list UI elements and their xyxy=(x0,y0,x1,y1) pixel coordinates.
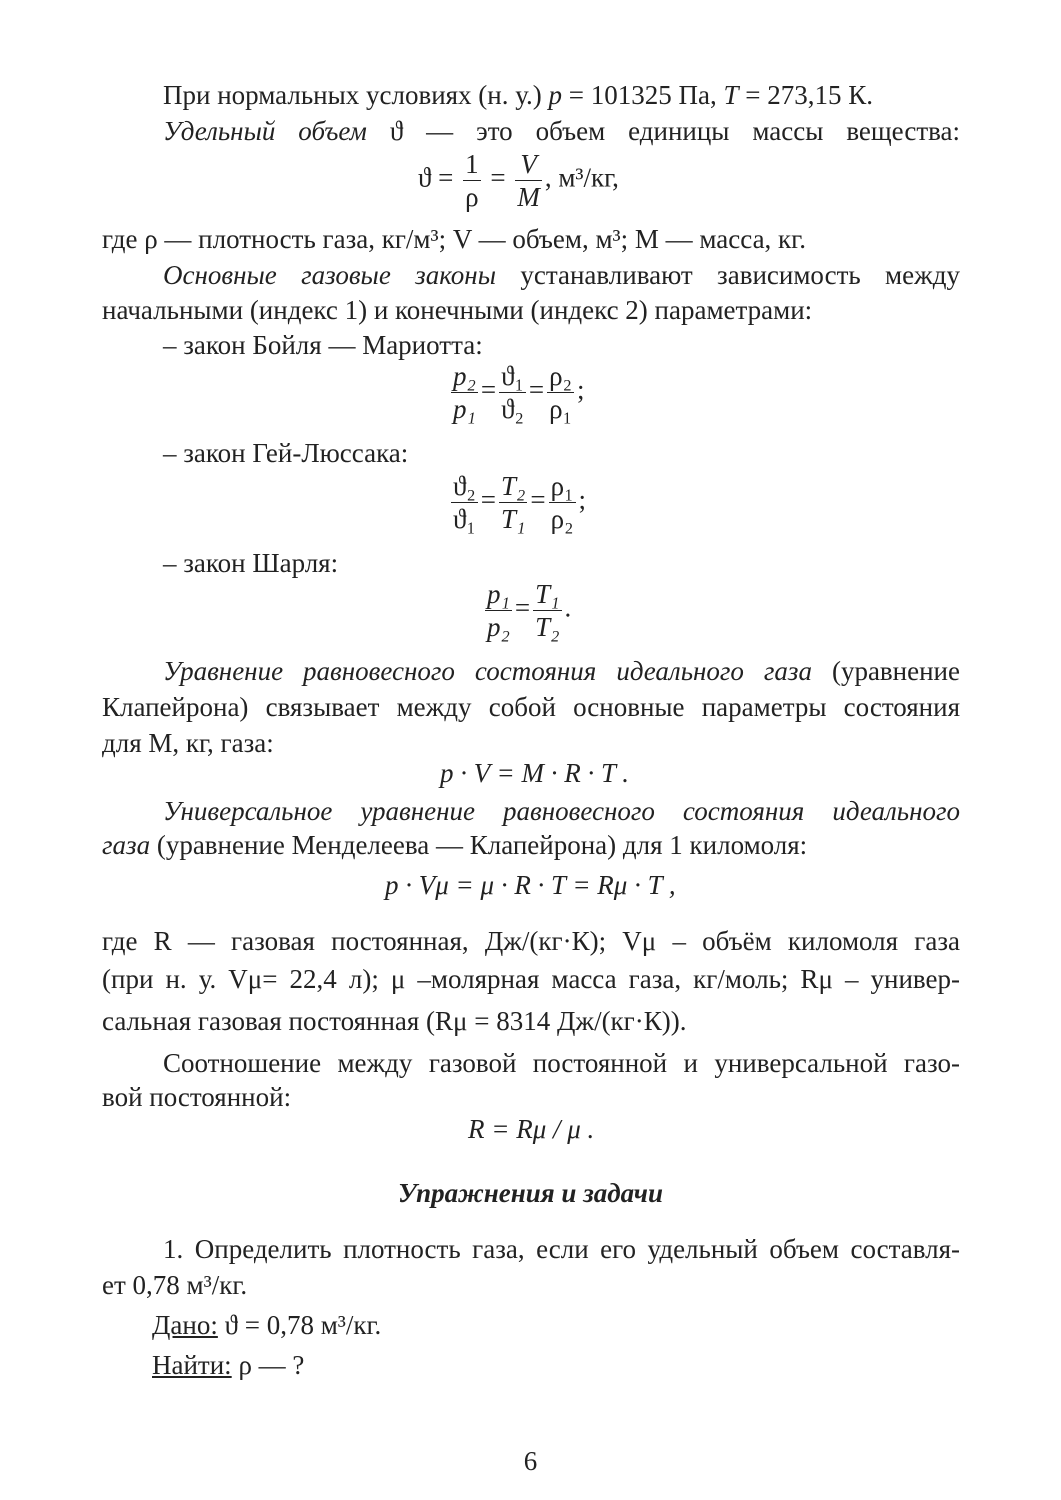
find-line xyxy=(152,1348,304,1382)
normal-conditions-line xyxy=(163,78,873,112)
fraction xyxy=(451,470,478,535)
gas-laws-intro-2: начальными (индекс 1) и конечными (индекс 2) параметрами: xyxy=(102,295,813,325)
denominator: T₂ xyxy=(535,612,560,642)
text: (уравнение Менделеева — Клапейрона) для 1 киломоля: xyxy=(150,830,808,860)
fraction xyxy=(515,148,542,213)
numerator: p₂ xyxy=(453,361,476,391)
find-value: ρ — ? xyxy=(231,1350,305,1380)
relation-intro: Соотношение между газовой постоянной и универсальной газо- xyxy=(163,1048,960,1078)
fraction xyxy=(547,360,574,425)
find-label: Найти: xyxy=(152,1350,232,1380)
law-gay-lussac: – закон Гей-Люссака: xyxy=(163,438,409,468)
section-heading: Упражнения и задачи xyxy=(398,1178,663,1208)
denominator: p₁ xyxy=(453,394,476,424)
symbol-theta: ϑ xyxy=(389,116,404,146)
equation-gas-constant: R = Rμ / μ . xyxy=(468,1114,595,1144)
equation-gay-lussac: $\frac{\text{ϑ₂}}{\text{ϑ₁}}$ = $\frac{\text{T₂}}{\text{T₁}}$ = $\frac{\text{ρ₁}}{\text{ρ₂}}$ ; xyxy=(453,471,587,534)
punct: ; xyxy=(577,374,585,405)
term-specific-volume: Удельный объем xyxy=(163,116,390,146)
fraction xyxy=(499,360,526,425)
text: = 101325 Па, xyxy=(562,80,724,110)
clapeyron-line-3: для M, кг, газа: xyxy=(102,728,274,758)
text: При нормальных условиях (н. у.) xyxy=(163,80,549,110)
denominator: T₁ xyxy=(501,504,526,534)
fraction xyxy=(549,470,576,535)
task-1-line-2: ет 0,78 м³/кг. xyxy=(102,1270,248,1300)
fraction xyxy=(499,470,527,535)
denominator: ρ xyxy=(465,182,479,212)
numerator: ϑ₂ xyxy=(453,471,476,501)
law-boyle-mariotte: – закон Бойля — Мариотта: xyxy=(163,330,483,360)
numerator: ρ₂ xyxy=(549,361,573,391)
fraction xyxy=(485,578,512,643)
numerator: p₁ xyxy=(487,579,510,609)
term-gas: газа xyxy=(102,830,151,860)
numerator: V xyxy=(515,148,542,181)
equation-charles: $\frac{\text{p₁}}{\text{p₂}}$ = $\frac{\text{T₁}}{\text{T₂}}$ . xyxy=(487,579,572,642)
denominator: ρ₂ xyxy=(550,504,574,534)
page-number: 6 xyxy=(523,1446,538,1476)
given-value: ϑ = 0,78 м³/кг. xyxy=(217,1310,382,1340)
units: , м³/кг, xyxy=(544,162,619,193)
clapeyron-intro xyxy=(163,654,960,688)
gas-laws-intro xyxy=(163,258,960,292)
mendeleev-line-2 xyxy=(102,828,807,862)
relation-line-2: вой постоянной: xyxy=(102,1082,292,1112)
equation-specific-volume: ϑ = $\frac{1}{\rho}$ = $\frac{V}{M}$ , м³/кг, xyxy=(418,149,619,212)
equation-boyle-mariotte: $\frac{\text{p₂}}{\text{p₁}}$ = $\frac{\text{ϑ₁}}{\text{ϑ₂}}$ = $\frac{\text{ρ₂}}{\text{ρ₁}}$ ; xyxy=(453,361,585,424)
denominator: p₂ xyxy=(487,612,510,642)
denominator: ϑ₂ xyxy=(501,394,524,424)
mendeleev-intro: Универсальное уравнение равновесного состояния идеального xyxy=(163,796,960,826)
numerator: T₁ xyxy=(535,579,560,609)
fraction xyxy=(463,148,481,213)
specific-volume-definition xyxy=(163,114,960,148)
given-label: Дано: xyxy=(152,1310,218,1340)
where-line-1: где ρ — плотность газа, кг/м³; V — объем, м³; M — масса, кг. xyxy=(102,224,806,254)
punct: . xyxy=(564,592,572,623)
symbol-p: p xyxy=(548,80,563,110)
eq-lhs: ϑ = xyxy=(418,162,461,193)
numerator: ϑ₁ xyxy=(501,361,524,391)
task-1-line-1: 1. Определить плотность газа, если его удельный объем составля- xyxy=(163,1234,960,1264)
text: — это объем единицы массы вещества: xyxy=(403,116,961,146)
law-charles: – закон Шарля: xyxy=(163,548,339,578)
equation-mendeleev-clapeyron: p · Vμ = μ · R · T = Rμ · T , xyxy=(385,870,676,900)
term-clapeyron: Уравнение равновесного состояния идеального газа xyxy=(163,656,812,686)
where-line-3: (при н. у. Vμ= 22,4 л); μ –молярная масса газа, кг/моль; Rμ – универ- xyxy=(102,964,960,994)
text: устанавливают зависимость между xyxy=(496,260,961,290)
denominator: ϑ₁ xyxy=(453,504,476,534)
term-gas-laws: Основные газовые законы xyxy=(163,260,496,290)
fraction xyxy=(533,578,561,643)
equation-clapeyron: p · V = M · R · T . xyxy=(440,758,629,788)
where-line-2: где R — газовая постоянная, Дж/(кг·К); Vμ – объём киломоля газа xyxy=(102,926,960,956)
punct: ; xyxy=(578,484,587,515)
numerator: ρ₁ xyxy=(550,471,574,501)
given-line xyxy=(152,1308,381,1342)
symbol-T: T xyxy=(723,80,739,110)
denominator: M xyxy=(517,182,540,212)
clapeyron-line-2: Клапейрона) связывает между собой основные параметры состояния xyxy=(102,692,960,722)
fraction xyxy=(451,360,478,425)
denominator: ρ₁ xyxy=(549,394,573,424)
where-line-4: сальная газовая постоянная (Rμ = 8314 Дж/(кг·К)). xyxy=(102,1006,687,1036)
numerator: T₂ xyxy=(501,471,526,501)
numerator: 1 xyxy=(465,149,479,179)
text: (уравнение xyxy=(811,656,960,686)
text: = 273,15 К. xyxy=(738,80,874,110)
